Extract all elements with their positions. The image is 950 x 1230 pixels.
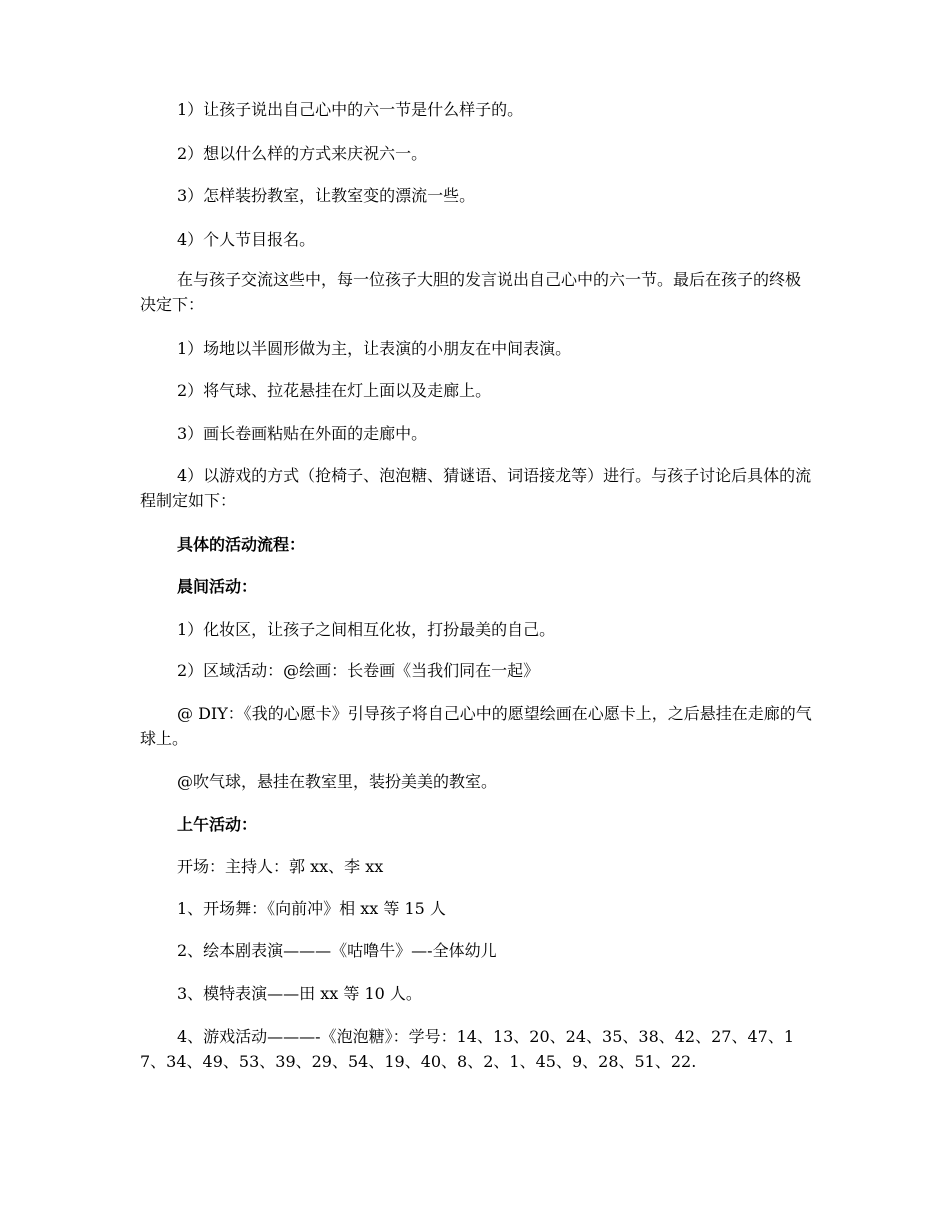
list-item-question-3: 3）怎样装扮教室，让教室变的漂流一些。: [177, 186, 476, 205]
list-item-decision-3: 3）画长卷画粘贴在外面的走廊中。: [177, 424, 428, 443]
list-item-question-1: 1）让孩子说出自己心中的六一节是什么样子的。: [177, 100, 524, 119]
heading-activity-process: 具体的活动流程：: [177, 535, 306, 554]
list-item-decision-1: 1）场地以半圆形做为主，让表演的小朋友在中间表演。: [177, 339, 572, 358]
list-item-decision-2: 2）将气球、拉花悬挂在灯上面以及走廊上。: [177, 381, 492, 400]
list-item-decision-4: 4）以游戏的方式（抢椅子、泡泡糖、猜谜语、词语接龙等）进行。与孩子讨论后具体的流程制定如下：: [140, 466, 812, 510]
list-item-morning-2: 2）区域活动：@绘画：长卷画《当我们同在一起》: [177, 661, 540, 680]
paragraph-diy-wish-card: @ DIY：《我的心愿卡》引导孩子将自己心中的愿望绘画在心愿卡上，之后悬挂在走廊的气球上。: [140, 704, 812, 748]
list-item-question-2: 2）想以什么样的方式来庆祝六一。: [177, 144, 428, 163]
paragraph-hosts: 开场：主持人：郭 xx、李 xx: [177, 857, 384, 876]
list-item-program-1: 1、开场舞：《向前冲》相 xx 等 15 人: [177, 899, 446, 918]
paragraph-discussion: 在与孩子交流这些中，每一位孩子大胆的发言说出自己心中的六一节。最后在孩子的终极决定下：: [140, 270, 802, 314]
list-item-program-2: 2、绘本剧表演———《咕噜牛》—-全体幼儿: [177, 941, 497, 960]
list-item-morning-1: 1）化妆区，让孩子之间相互化妆，打扮最美的自己。: [177, 620, 556, 639]
heading-morning-activity: 晨间活动：: [177, 577, 258, 596]
paragraph-balloons: @吹气球，悬挂在教室里，装扮美美的教室。: [177, 772, 498, 791]
list-item-program-3: 3、模特表演——田 xx 等 10 人。: [177, 984, 422, 1003]
list-item-question-4: 4）个人节目报名。: [177, 230, 316, 249]
heading-forenoon-activity: 上午活动：: [177, 815, 258, 834]
list-item-program-4: 4、游戏活动———-《泡泡糖》：学号：14、13、20、24、35、38、42、27、47、17、34、49、53、39、29、54、19、40、8、2、1、45、9、28、51、22.: [140, 1027, 795, 1071]
